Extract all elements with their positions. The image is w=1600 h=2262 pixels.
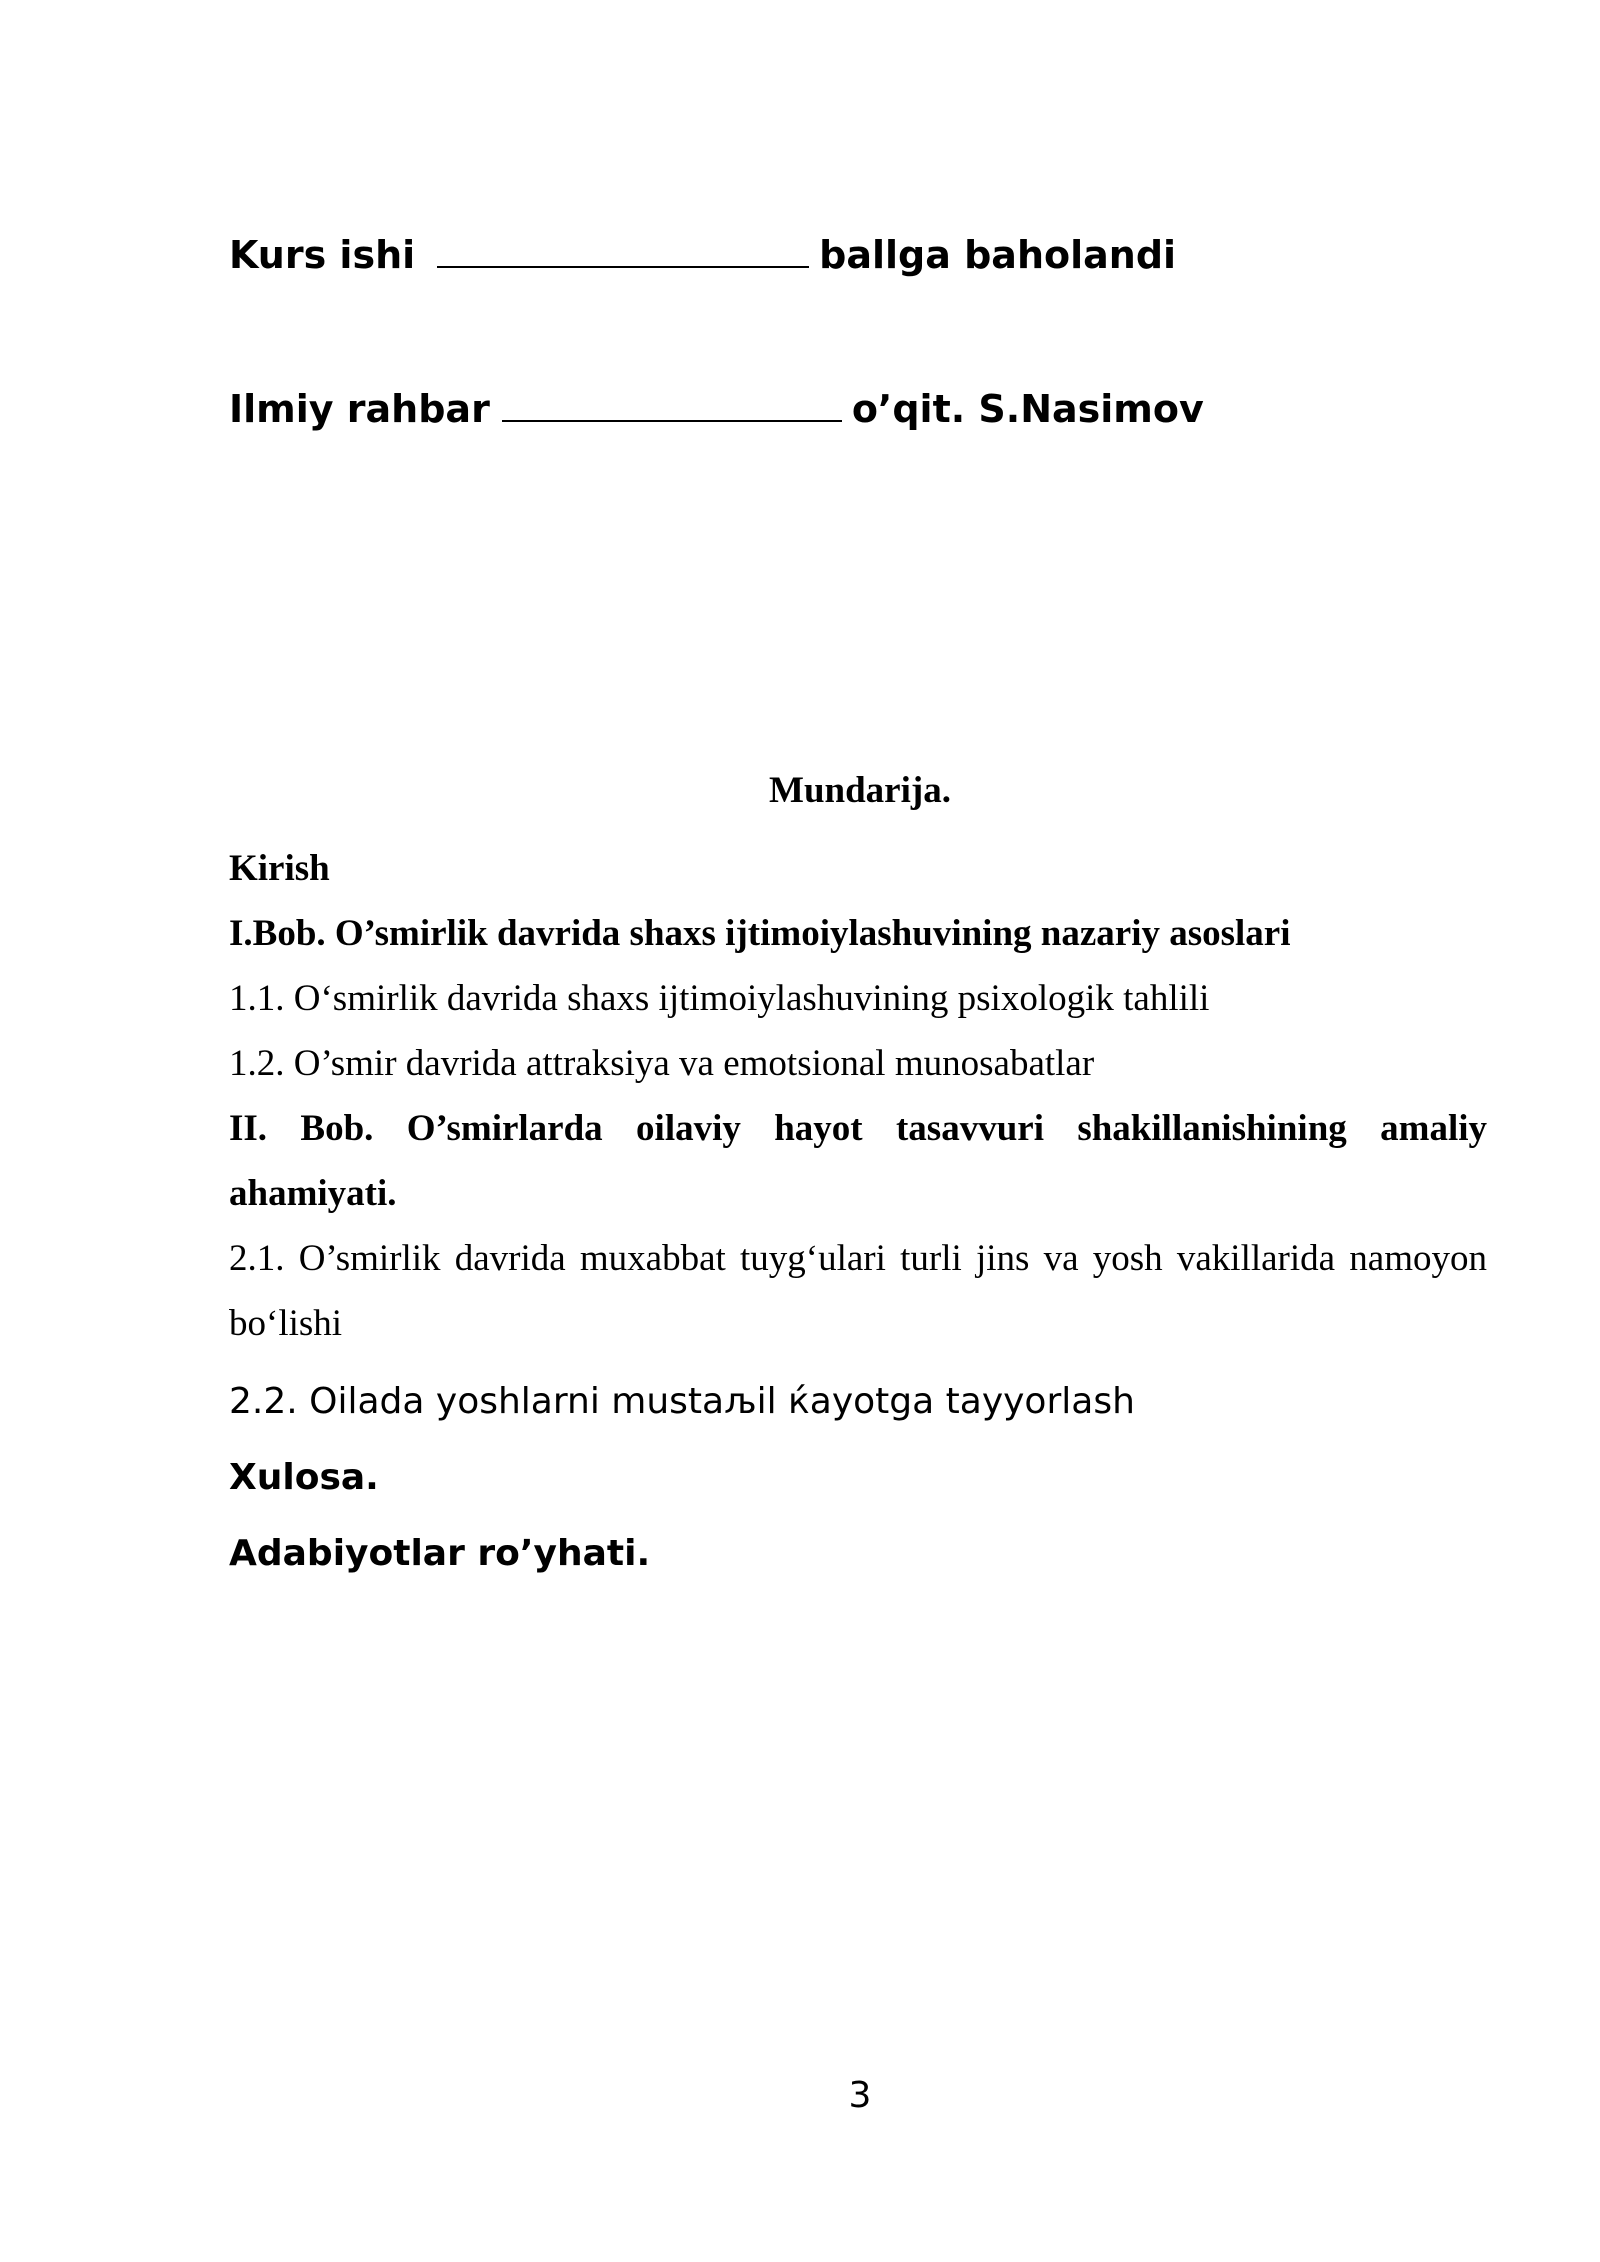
table-of-contents [229, 836, 1487, 1592]
advisor-line-prefix: Ilmiy rahbar [229, 387, 490, 431]
toc-item-section-2-2: 2.2. Oilada yoshlarni mustaљil ќayotga tayyorlash [229, 1381, 1135, 1422]
toc-item-references: Adabiyotlar ro’yhati. [229, 1533, 651, 1574]
toc-item-conclusion: Xulosa. [229, 1457, 379, 1498]
advisor-line-suffix: o’qit. S.Nasimov [851, 387, 1204, 431]
toc-item-section-2-1: 2.1. O’smirlik davrida muxabbat tuyg‘ulari turli jins va yosh vakillarida namoyon bo‘lishi [229, 1238, 1487, 1344]
toc-item-chapter-1: I.Bob. O’smirlik davrida shaxs ijtimoiylashuvining nazariy asoslari [229, 913, 1291, 954]
toc-item-section-1-1: 1.1. O‘smirlik davrida shaxs ijtimoiylashuvining psixologik tahlili [229, 978, 1210, 1019]
advisor-blank [502, 390, 842, 422]
grade-line [229, 233, 1177, 277]
advisor-line [229, 387, 1204, 431]
page-number: 3 [848, 2075, 872, 2116]
toc-title: Mundarija. [769, 770, 951, 811]
toc-item-section-1-2: 1.2. O’smir davrida attraksiya va emotsional munosabatlar [229, 1043, 1095, 1084]
toc-item-chapter-2: II. Bob. O’smirlarda oilaviy hayot tasavvuri shakillanishining amaliy ahamiyati. [229, 1108, 1487, 1214]
toc-item-introduction: Kirish [229, 848, 330, 889]
grade-line-prefix: Kurs ishi [229, 233, 416, 277]
grade-line-suffix: ballga baholandi [819, 233, 1177, 277]
grade-blank [437, 236, 809, 268]
